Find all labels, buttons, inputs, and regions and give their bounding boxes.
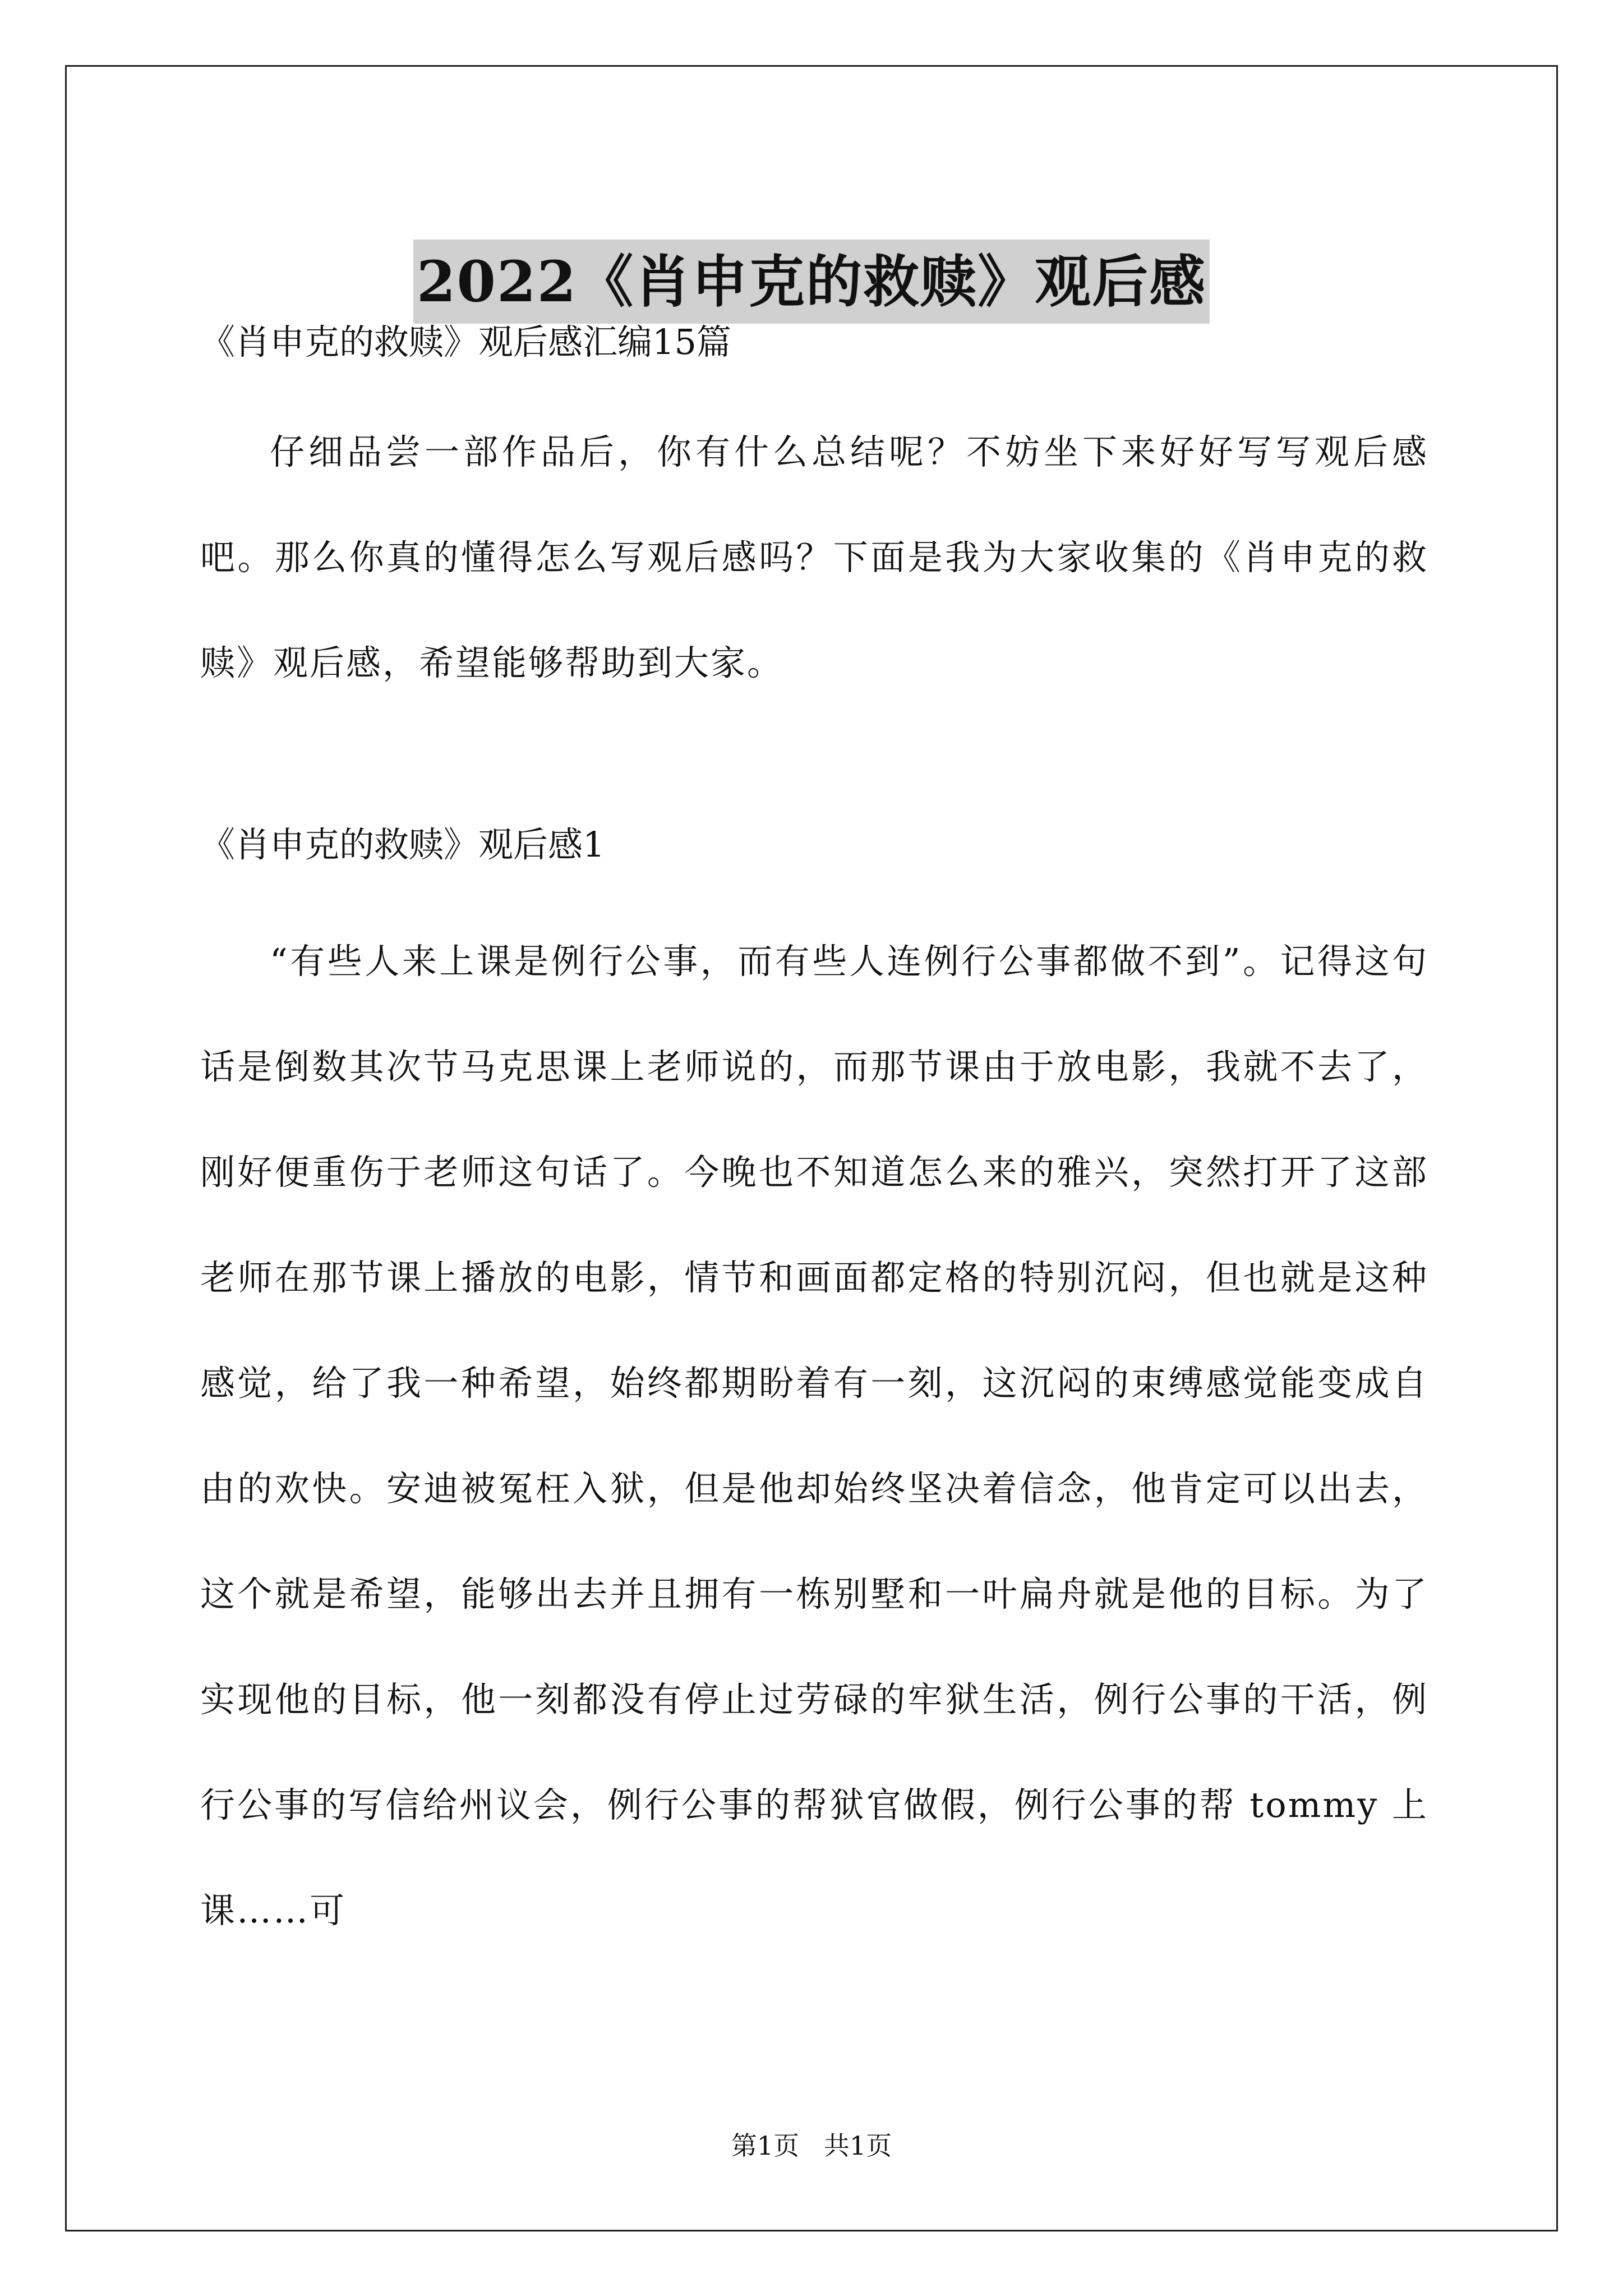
section-1-heading: 《肖申克的救赎》观后感1	[200, 824, 605, 865]
section-1-paragraph: “有些人来上课是例行公事，而有些人连例行公事都做不到”。记得这句话是倒数其次节马克思课上老师说的，而那节课由于放电影，我就不去了，刚好便重伤于老师这句话了。今晚也不知道怎么来的雅兴，突然打开了这部老师在那节课上播放的电影，情节和画面都定格的特别沉闷，但也就是这种感觉，给了我一种希望，始终都期盼着有一刻，这沉闷的束缚感觉能变成自由的欢快。安迪被冤枉入狱，但是他却始终坚决着信念，他肯定可以出去，这个就是希望，能够出去并且拥有一栋别墅和一叶扁舟就是他的目标。为了实现他的目标，他一刻都没有停止过劳碌的牢狱生活，例行公事的干活，例行公事的写信给州议会，例行公事的帮狱官做假，例行公事的帮 tommy 上课……可	[200, 941, 1428, 1931]
intro-paragraph: 仔细品尝一部作品后，你有什么总结呢？不妨坐下来好好写写观后感吧。那么你真的懂得怎么写观后感吗？下面是我为大家收集的《肖申克的救赎》观后感，希望能够帮助到大家。	[200, 431, 1428, 683]
document-title: 2022《肖申克的救赎》观后感	[413, 240, 1210, 324]
document-body	[200, 314, 1428, 1963]
page-footer: 第1页 共1页	[731, 2131, 892, 2161]
document-subtitle: 《肖申克的救赎》观后感汇编15篇	[200, 321, 731, 362]
